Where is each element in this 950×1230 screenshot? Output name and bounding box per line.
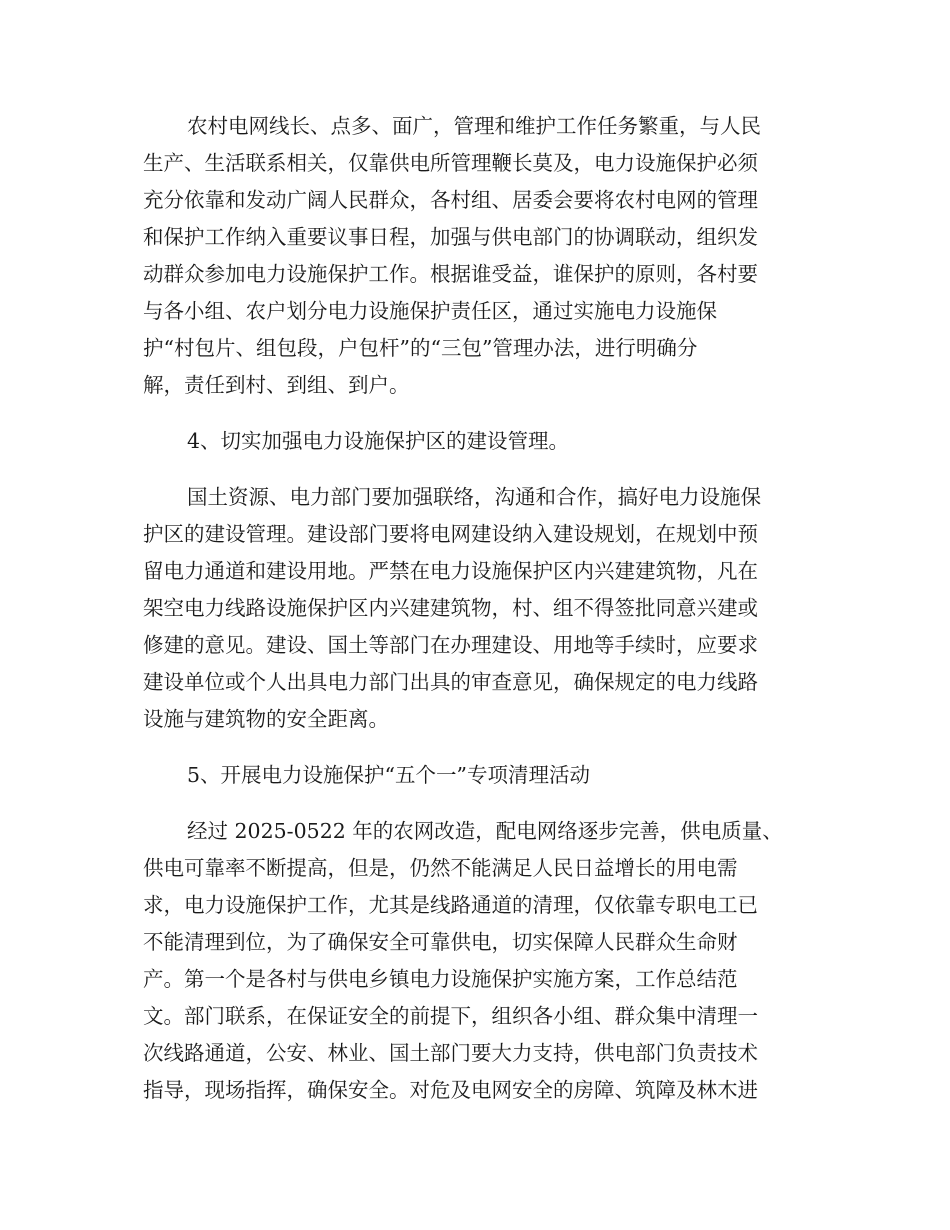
text-line: 供电可靠率不断提高，但是，仍然不能满足人民日益增长的用电需 [143,856,738,880]
section-heading-5 [143,757,793,794]
text-line: 建设单位或个人出具电力部门出具的审查意见，确保规定的电力线路 [143,670,758,694]
text-line: 解，责任到村、到组、到户。 [143,373,410,397]
document-body [143,108,793,1128]
text-line: 国土资源、电力部门要加强联络，沟通和合作，搞好电力设施保 [187,485,761,509]
paragraph-protection-zone [143,479,793,738]
text-line: 与各小组、农户划分电力设施保护责任区，通过实施电力设施保 [143,299,717,323]
text-line: 护“村包片、组包段，户包杆”的“三包”管理办法，进行明确分 [143,336,698,360]
text-line: 次线路通道，公安、林业、国土部门要大力支持，供电部门负责技术 [143,1041,758,1065]
text-line: 充分依靠和发动广阔人民群众，各村组、居委会要将农村电网的管理 [143,188,758,212]
text-line: 修建的意见。建设、国土等部门在办理建设、用地等手续时，应要求 [143,633,758,657]
text-line: 动群众参加电力设施保护工作。根据谁受益，谁保护的原则，各村要 [143,262,758,286]
paragraph-rural-grid [143,108,793,404]
section-heading-text: 5、开展电力设施保护“五个一”专项清理活动 [187,763,591,787]
text-line: 和保护工作纳入重要议事日程，加强与供电部门的协调联动，组织发 [143,225,758,249]
text-line: 经过 2025-0522 年的农网改造，配电网络逐步完善，供电质量、 [187,819,783,843]
text-line: 设施与建筑物的安全距离。 [143,707,389,731]
section-heading-4 [143,423,793,460]
paragraph-cleanup-activity [143,813,793,1109]
text-line: 文。部门联系，在保证安全的前提下，组织各小组、群众集中清理一 [143,1004,758,1028]
text-line: 护区的建设管理。建设部门要将电网建设纳入建设规划，在规划中预 [143,522,758,546]
text-line: 指导，现场指挥，确保安全。对危及电网安全的房障、筑障及林木进 [143,1078,758,1102]
text-line: 产。第一个是各村与供电乡镇电力设施保护实施方案，工作总结范 [143,967,738,991]
text-line: 留电力通道和建设用地。严禁在电力设施保护区内兴建建筑物，凡在 [143,559,758,583]
text-line: 不能清理到位，为了确保安全可靠供电，切实保障人民群众生命财 [143,930,738,954]
text-line: 求，电力设施保护工作，尤其是线路通道的清理，仅依靠专职电工已 [143,893,758,917]
text-line: 生产、生活联系相关，仅靠供电所管理鞭长莫及，电力设施保护必须 [143,151,758,175]
text-line: 架空电力线路设施保护区内兴建建筑物，村、组不得签批同意兴建或 [143,596,758,620]
section-heading-text: 4、切实加强电力设施保护区的建设管理。 [187,429,570,453]
text-line: 农村电网线长、点多、面广，管理和维护工作任务繁重，与人民 [187,114,761,138]
